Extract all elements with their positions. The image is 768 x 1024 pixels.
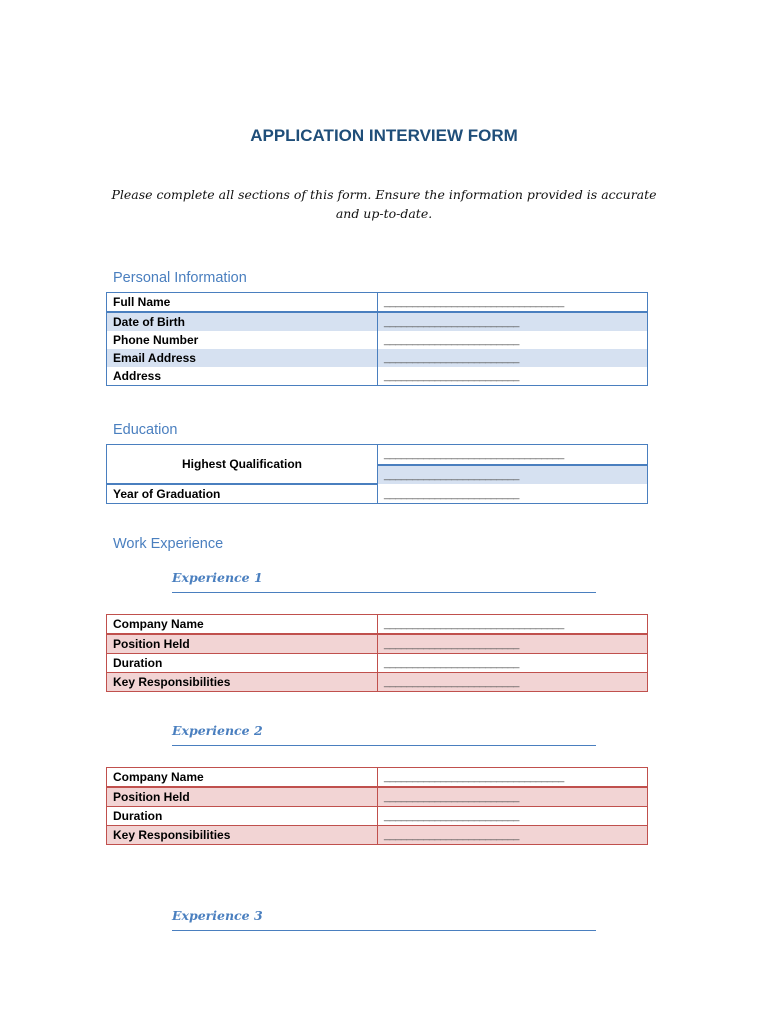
- table-row: [107, 807, 648, 826]
- divider: [172, 930, 596, 931]
- company-name-field[interactable]: ________________________________: [378, 768, 648, 788]
- field-label: Highest Qualification: [107, 445, 378, 485]
- divider: [172, 745, 596, 746]
- subheading-experience-2: Experience 2: [172, 723, 263, 738]
- field-label: Company Name: [107, 615, 378, 635]
- email-address-field[interactable]: ________________________: [378, 349, 648, 367]
- field-label: Position Held: [107, 787, 378, 807]
- address-field[interactable]: ________________________: [378, 367, 648, 386]
- duration-field[interactable]: ________________________: [378, 654, 648, 673]
- experience-1-table: [106, 614, 648, 692]
- field-label: Date of Birth: [107, 312, 378, 331]
- table-row: [107, 445, 648, 465]
- position-held-field[interactable]: ________________________: [378, 787, 648, 807]
- field-label: Year of Graduation: [107, 484, 378, 504]
- key-responsibilities-field[interactable]: ________________________: [378, 826, 648, 845]
- page-title: APPLICATION INTERVIEW FORM: [250, 126, 518, 145]
- personal-info-table: [106, 292, 648, 386]
- highest-qualification-field-2[interactable]: ________________________: [378, 465, 648, 485]
- key-responsibilities-field[interactable]: ________________________: [378, 673, 648, 692]
- field-label: Duration: [107, 654, 378, 673]
- position-held-field[interactable]: ________________________: [378, 634, 648, 654]
- divider: [172, 592, 596, 593]
- subheading-experience-1: Experience 1: [172, 570, 263, 585]
- field-label: Key Responsibilities: [107, 673, 378, 692]
- company-name-field[interactable]: ________________________________: [378, 615, 648, 635]
- field-label: Company Name: [107, 768, 378, 788]
- section-heading-personal: Personal Information: [113, 270, 247, 286]
- duration-field[interactable]: ________________________: [378, 807, 648, 826]
- education-table: [106, 444, 648, 504]
- table-row: [107, 787, 648, 807]
- section-heading-work: Work Experience: [113, 536, 224, 552]
- table-row: [107, 673, 648, 692]
- experience-2-table: [106, 767, 648, 845]
- table-row: [107, 484, 648, 504]
- section-heading-education: Education: [113, 422, 178, 438]
- year-of-graduation-field[interactable]: ________________________: [378, 484, 648, 504]
- date-of-birth-field[interactable]: ________________________: [378, 312, 648, 331]
- table-row: [107, 312, 648, 331]
- field-label: Phone Number: [107, 331, 378, 349]
- intro-text: Please complete all sections of this form. Ensure the information provided is accurate and up-to-date.: [111, 187, 657, 221]
- table-row: [107, 768, 648, 788]
- field-label: Position Held: [107, 634, 378, 654]
- table-row: [107, 349, 648, 367]
- table-row: [107, 615, 648, 635]
- table-row: [107, 654, 648, 673]
- table-row: [107, 826, 648, 845]
- phone-number-field[interactable]: ________________________: [378, 331, 648, 349]
- table-row: [107, 293, 648, 313]
- table-row: [107, 367, 648, 386]
- table-row: [107, 331, 648, 349]
- field-label: Email Address: [107, 349, 378, 367]
- highest-qualification-field[interactable]: ________________________________: [378, 445, 648, 465]
- field-label: Address: [107, 367, 378, 386]
- field-label: Key Responsibilities: [107, 826, 378, 845]
- field-label: Full Name: [107, 293, 378, 313]
- full-name-field[interactable]: ________________________________: [378, 293, 648, 313]
- table-row: [107, 634, 648, 654]
- subheading-experience-3: Experience 3: [172, 908, 263, 923]
- field-label: Duration: [107, 807, 378, 826]
